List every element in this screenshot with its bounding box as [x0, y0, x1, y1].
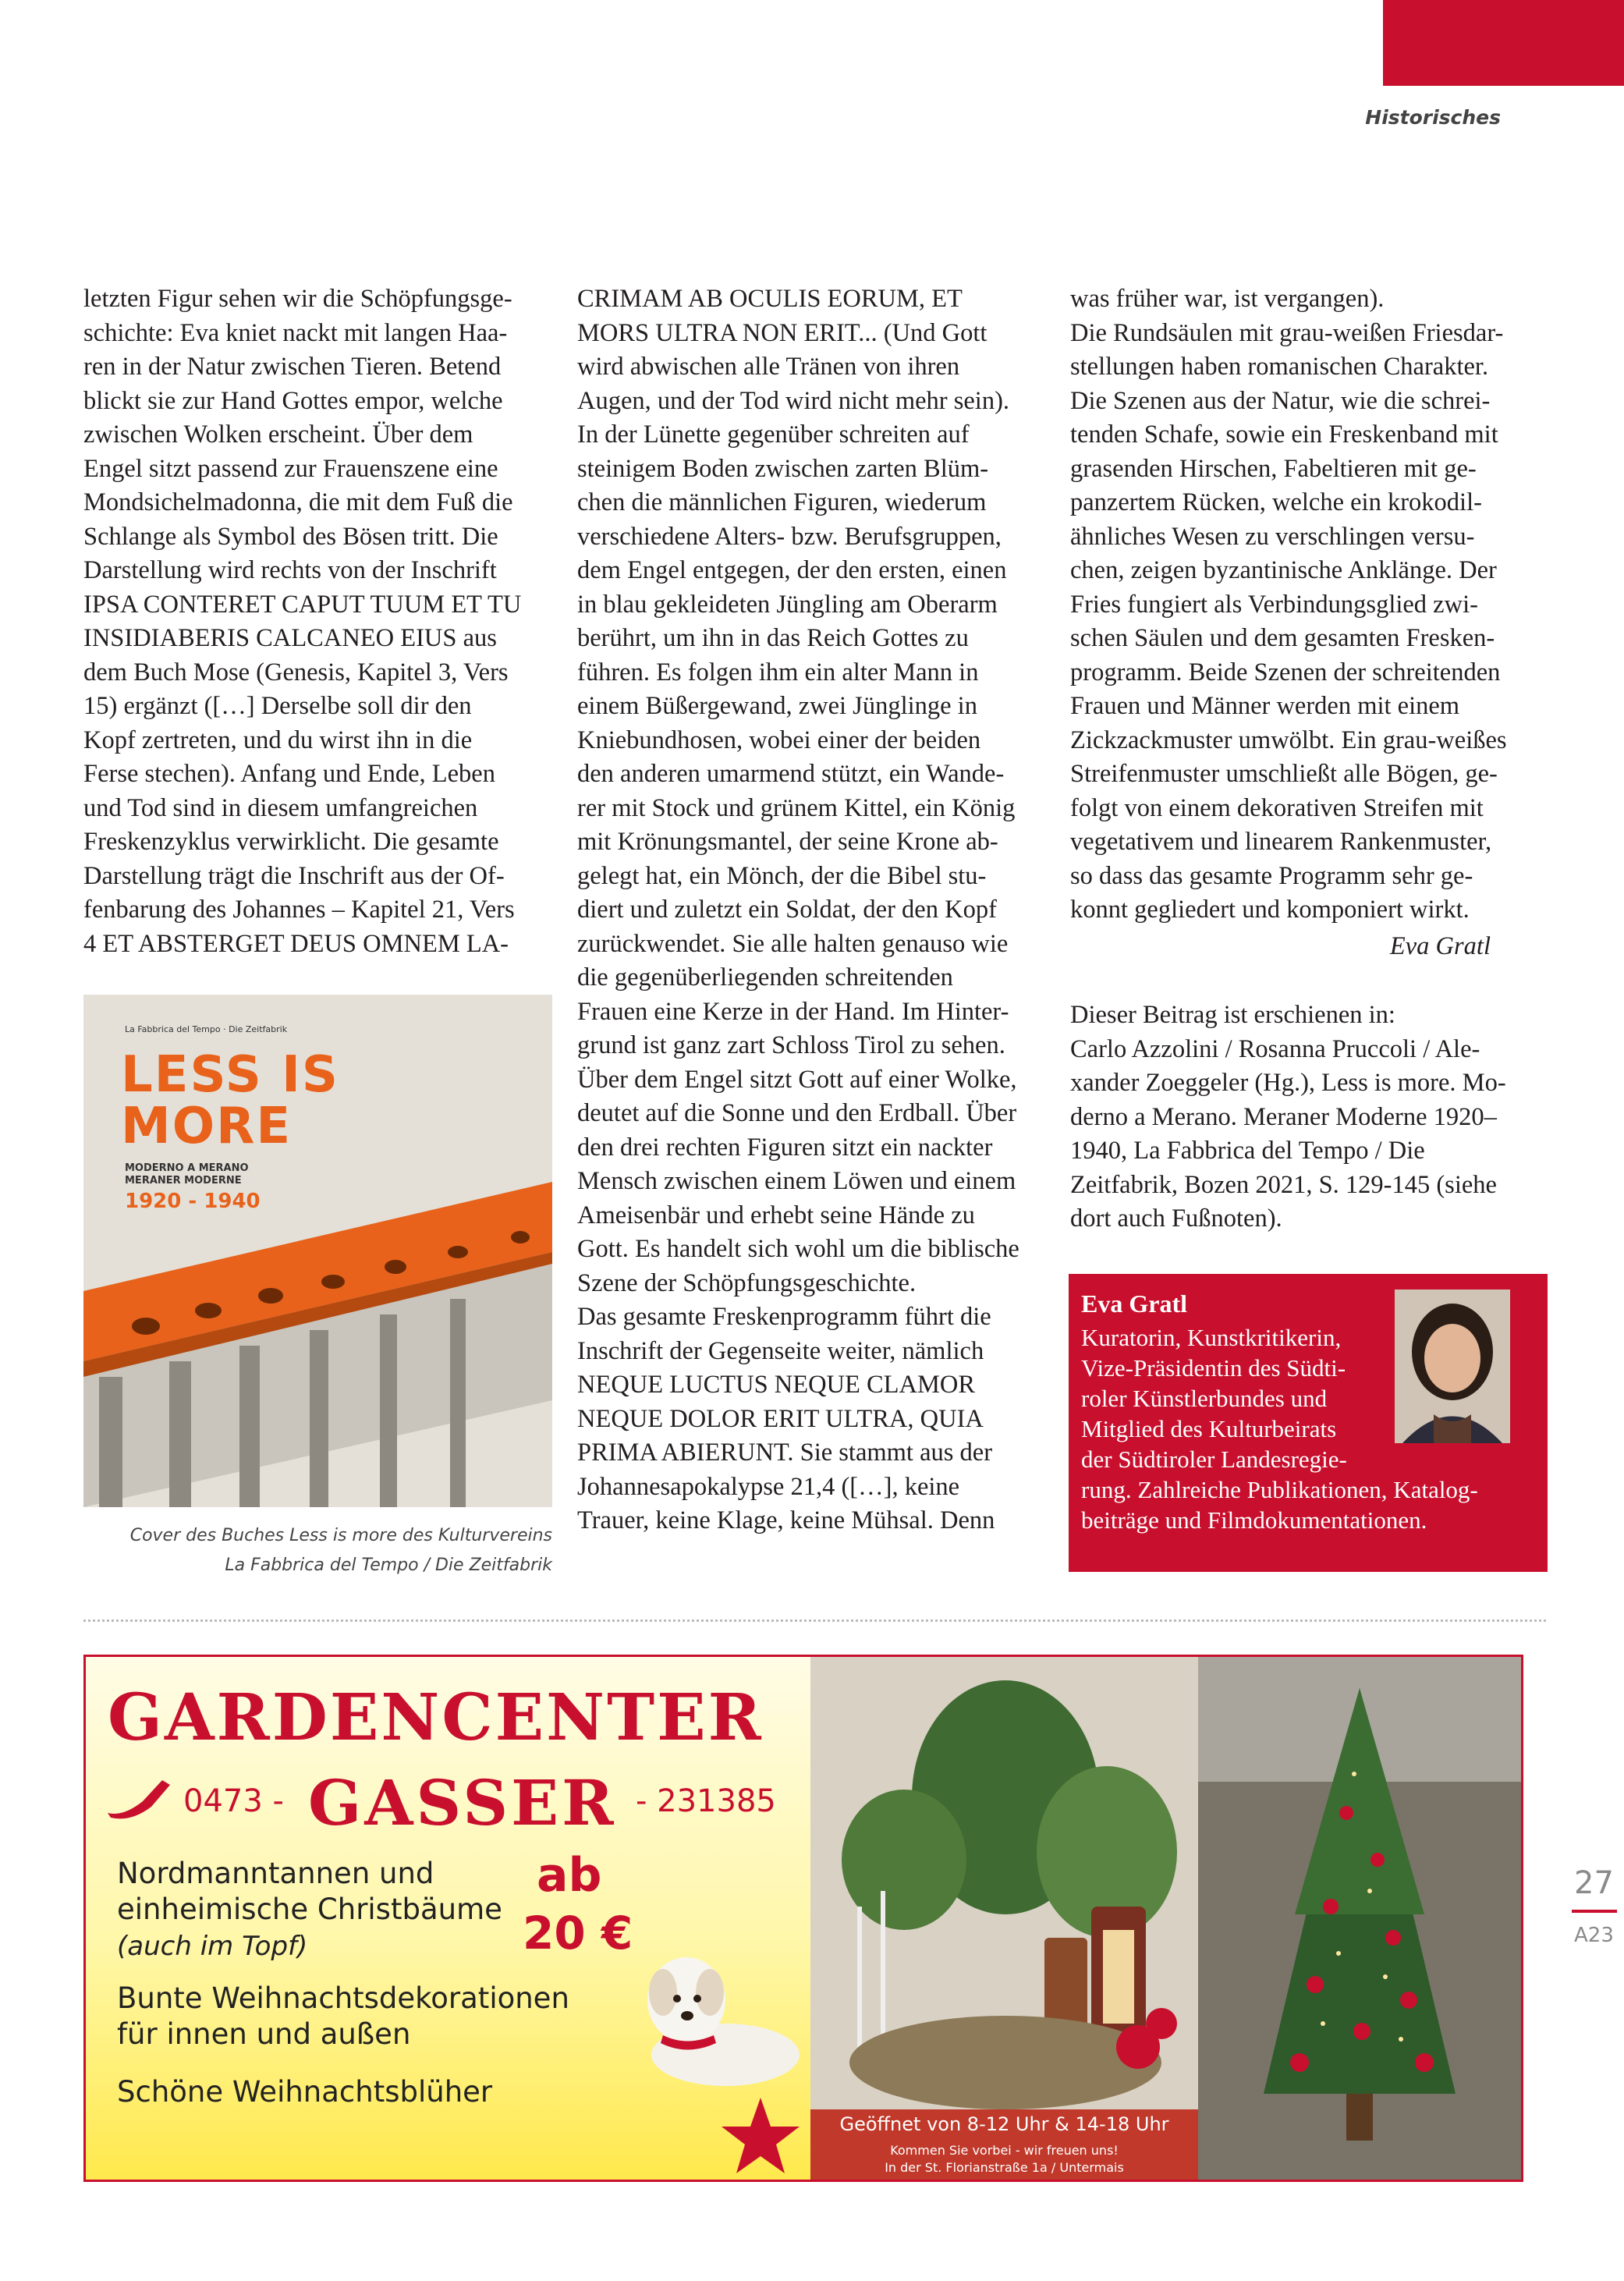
ad-flowers-text: Schöne Weihnachtsblüher — [117, 2075, 493, 2109]
ad-decorations-text: Bunte Weihnachtsdekorationen für innen und außen — [117, 1981, 569, 2051]
book-subtitle: MODERNO A MERANO MERANER MODERNE — [125, 1162, 249, 1187]
ad-pot-text: (auch im Topf) — [117, 1931, 308, 1962]
dog-illustration — [632, 1938, 803, 2094]
article-column-3: was früher war, ist vergangen). Die Rundsäulen mit grau-weißen Friesdar- stellungen haben romanischen Charakter. Die Szenen aus der Natur, wie die schrei- tenden Schafe, sowie ein Freskenband mit grasenden Hirschen, Fabeltieren mit ge- panzertem Rücken, welche ein krokodil- ähnliches Wesen zu verschlingen versu- chen, zeigen byzantinische Anklänge. Der Fries fungiert als Verbindungsglied zwi- schen Säulen und dem gesamten Fresken- programm. Beide Szenen der schreitenden Frauen und Männer werden mit einem Zickzackmuster umwölbt. Ein grau-weißes Streifenmuster umschließt alle Bögen, ge- folgt von einem dekorativen Streifen mit vegetativem und linearem Rankenmuster, so dass das gesamte Programm sehr ge- konnt gegliedert und komponiert wirkt. — [1070, 285, 1507, 924]
separator — [83, 1619, 1546, 1622]
ad-christmas-tree-photo — [1198, 1657, 1521, 2180]
author-name: Eva Gratl — [1081, 1289, 1187, 1318]
article-byline: Eva Gratl — [1389, 932, 1491, 960]
book-cover-image — [83, 995, 552, 1507]
phone-icon — [100, 1774, 178, 1821]
ad-decorations-photo — [810, 1657, 1198, 2180]
author-box — [1069, 1274, 1548, 1572]
page-number: 27 — [1574, 1865, 1614, 1901]
article-column-2: CRIMAM AB OCULIS EORUM, ET MORS ULTRA NON ERIT... (Und Gott wird abwischen alle Tränen von ihren Augen, und der Tod wird nicht mehr sein). In der Lünette gegenüber schreiten auf steinigem Boden zwischen zarten Blüm- chen die männlichen Figuren, wiederum verschiedene Alters- bzw. Berufsgruppen, dem Engel entgegen, der den ersten, einen in blau gekleideten Jüngling am Oberarm berührt, um ihn in das Reich Gottes zu führen. Es folgen ihm ein alter Mann in einem Büßergewand, zwei Jünglinge in Kniebundhosen, wobei einer der beiden den anderen umarmend stützt, ein Wande- rer mit Stock und grünem Kittel, ein König mit Krönungsmantel, der seine Krone ab- gelegt hat, ein Mönch, der die Bibel stu- diert und zuletzt ein Soldat, der den Kopf zurückwendet. Sie alle halten genauso wie die gegenüberliegenden schreitenden Frauen eine Kerze in der Hand. Im Hinter- grund ist ganz zart Schloss Tirol zu sehen. Über dem Engel sitzt Gott auf einer Wolke, deutet auf die Sonne und den Erdball. Über den drei rechten Figuren sitzt ein nackter Mensch zwischen einem Löwen und einem Ameisenbär und erhebt seine Hände zu Gott. Es handelt sich wohl um die biblische Szene der Schöpfungsgeschichte. Das gesamte Freskenprogramm führt die Inschrift der Gegenseite weiter, nämlich NEQUE LUCTUS NEQUE CLAMOR NEQUE DOLOR ERIT ULTRA, QUIA PRIMA ABIERUNT. Sie stammt aus der Johannesapokalypse 21,4 ([…], keine Trauer, keine Klage, keine Mühsal. Denn — [577, 285, 1019, 1534]
book-publisher: La Fabbrica del Tempo · Die Zeitfabrik — [125, 1024, 288, 1034]
author-portrait — [1395, 1289, 1510, 1443]
author-bio: Kuratorin, Kunstkritikerin, Vize-Präsidentin des Südti- roler Künstlerbundes und Mitglied des Kulturbeirats der Südtiroler Landesregie- rung. Zahlreiche Publikationen, Katalog- beiträge und Filmdokumentationen. — [1081, 1324, 1478, 1534]
ad-visit-address: Kommen Sie vorbei - wir freuen uns! In der St. Florianstraße 1a / Untermais — [885, 2143, 1124, 2175]
page-number-rule — [1572, 1910, 1617, 1913]
book-years: 1920 - 1940 — [125, 1190, 261, 1213]
ad-title: GARDENCENTER — [108, 1680, 764, 1755]
page-code: A23 — [1574, 1924, 1614, 1947]
book-caption: Cover des Buches Less is more des Kulturvereins La Fabbrica del Tempo / Die Zeitfabrik — [129, 1526, 552, 1575]
ad-brand-name: GASSER — [308, 1766, 617, 1839]
article-source-note: Dieser Beitrag ist erschienen in: Carlo Azzolini / Rosanna Pruccoli / Ale- xander Zoeggeler (Hg.), Less is more. Mo- derno a Merano. Meraner Moderne 1920– 1940, La Fabbrica del Tempo / Die Zeitfabrik, Bozen 2021, S. 129-145 (siehe dort auch Fußnoten). — [1070, 1001, 1506, 1233]
star-decoration — [718, 2094, 803, 2180]
ad-phone-prefix: 0473 - — [183, 1783, 284, 1819]
ad-price: 20 € — [523, 1907, 633, 1960]
ad-text-panel — [86, 1657, 810, 2180]
section-tab — [1383, 0, 1624, 86]
ad-opening-hours: Geöffnet von 8-12 Uhr & 14-18 Uhr — [839, 2113, 1169, 2135]
article-column-1: letzten Figur sehen wir die Schöpfungsge- schichte: Eva kniet nackt mit langen Haa- ren in der Natur zwischen Tieren. Betend blickt sie zur Hand Gottes empor, welche zwischen Wolken erscheint. Über dem Engel sitzt passend zur Frauenszene eine Mondsichelmadonna, die mit dem Fuß die Schlange als Symbol des Bösen tritt. Die Darstellung wird rechts von der Inschrift IPSA CONTERET CAPUT TUUM ET TU INSIDIABERIS CALCANEO EIUS aus dem Buch Mose (Genesis, Kapitel 3, Vers 15) ergänzt ([…] Derselbe soll dir den Kopf zertreten, und du wirst ihn in die Ferse stechen). Anfang und Ende, Leben und Tod sind in diesem umfangreichen Freskenzyklus verwirklicht. Die gesamte Darstellung trägt die Inschrift aus der Of- fenbarung des Johannes – Kapitel 21, Vers 4 ET ABSTERGET DEUS OMNEM LA- — [83, 285, 522, 958]
gardencenter-ad — [83, 1655, 1523, 2182]
ad-phone-suffix: - 231385 — [636, 1783, 776, 1819]
ad-trees-text: Nordmanntannen und einheimische Christbäume — [117, 1857, 502, 1926]
ad-price-prefix: ab — [537, 1848, 602, 1903]
book-title: LESS IS MORE — [121, 1046, 339, 1155]
section-label: Historisches — [1365, 106, 1501, 129]
